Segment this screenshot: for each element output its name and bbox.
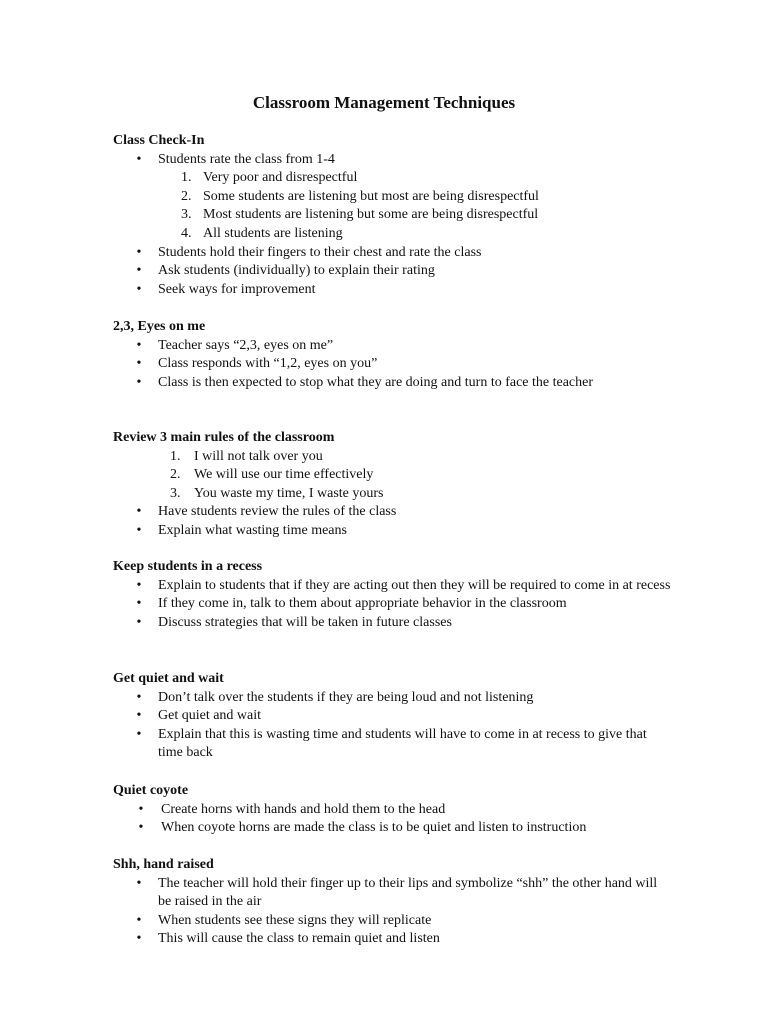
list-item-text: Some students are listening but most are being disrespectful xyxy=(203,188,539,204)
bullet-marker: • xyxy=(138,801,144,817)
bullet-marker: • xyxy=(136,263,142,279)
section-class-check-in xyxy=(113,132,673,299)
bullet-marker: • xyxy=(136,337,142,353)
list-item-text: Don’t talk over the students if they are being loud and not listening xyxy=(158,689,534,705)
list-item xyxy=(113,707,673,726)
bullet-marker: • xyxy=(136,522,142,538)
bullet-marker: • xyxy=(136,374,142,390)
section-heading: Get quiet and wait xyxy=(113,671,224,686)
bullet-marker: • xyxy=(136,596,142,612)
list-item xyxy=(113,801,673,820)
list-item-text: All students are listening xyxy=(203,225,343,241)
list-item xyxy=(113,577,673,596)
bullet-marker: • xyxy=(136,577,142,593)
list-item xyxy=(113,503,673,522)
list-item xyxy=(113,912,673,931)
bullet-marker: • xyxy=(136,708,142,724)
list-item-text: Ask students (individually) to explain their rating xyxy=(158,263,435,279)
section-quiet-coyote xyxy=(113,782,673,838)
list-item-text: I will not talk over you xyxy=(194,448,323,464)
bullet-marker: • xyxy=(136,726,142,742)
list-item-text: Students rate the class from 1-4 xyxy=(158,151,335,167)
list-item-text: Seek ways for improvement xyxy=(158,281,316,297)
list-item xyxy=(113,875,673,912)
number-marker: 1. xyxy=(181,170,192,186)
number-marker: 3. xyxy=(170,485,181,501)
list-item xyxy=(113,689,673,708)
list-item xyxy=(113,614,673,633)
list-item-text: If they come in, talk to them about appropriate behavior in the classroom xyxy=(158,596,567,612)
list-item-text: Most students are listening but some are being disrespectful xyxy=(203,207,539,223)
bullet-marker: • xyxy=(136,912,142,928)
number-marker: 1. xyxy=(170,448,181,464)
list-item-text: Explain what wasting time means xyxy=(158,522,347,538)
list-item-text: Very poor and disrespectful xyxy=(203,170,358,186)
section-eyes-on-me xyxy=(113,318,673,392)
list-item-text: Teacher says “2,3, eyes on me” xyxy=(158,337,334,353)
list-item-text: When coyote horns are made the class is to be quiet and listen to instruction xyxy=(161,820,587,836)
bullet-marker: • xyxy=(136,151,142,167)
bullet-marker: • xyxy=(136,875,142,891)
list-item xyxy=(113,225,673,244)
section-review-rules xyxy=(113,429,673,541)
list-item xyxy=(113,726,673,763)
document-title: Classroom Management Techniques xyxy=(252,93,516,112)
list-item xyxy=(113,151,673,170)
list-item-text: Explain that this is wasting time and students will have to come in at recess to give that time back xyxy=(158,726,647,761)
bullet-marker: • xyxy=(136,689,142,705)
list-item-text: Class is then expected to stop what they are doing and turn to face the teacher xyxy=(158,374,594,390)
bullet-marker: • xyxy=(136,244,142,260)
list-item xyxy=(113,244,673,263)
number-marker: 2. xyxy=(181,188,192,204)
list-item xyxy=(113,819,673,838)
list-item-text: The teacher will hold their finger up to their lips and symbolize “shh” the other hand will be raised in the air xyxy=(158,875,658,910)
bullet-marker: • xyxy=(136,614,142,630)
list-item xyxy=(113,281,673,300)
list-item xyxy=(113,466,673,485)
section-heading: 2,3, Eyes on me xyxy=(113,319,206,334)
section-keep-in-recess xyxy=(113,558,673,632)
list-item xyxy=(113,374,673,393)
section-heading: Review 3 main rules of the classroom xyxy=(113,430,335,445)
list-item xyxy=(113,262,673,281)
number-marker: 2. xyxy=(170,467,181,483)
list-item xyxy=(113,595,673,614)
list-item-text: You waste my time, I waste yours xyxy=(194,485,384,501)
list-item xyxy=(113,485,673,504)
section-heading: Quiet coyote xyxy=(113,783,189,798)
list-item-text: When students see these signs they will replicate xyxy=(158,912,432,928)
list-item xyxy=(113,188,673,207)
list-item-text: Class responds with “1,2, eyes on you” xyxy=(158,356,378,372)
list-item-text: Create horns with hands and hold them to the head xyxy=(161,801,446,817)
list-item-text: This will cause the class to remain quiet and listen xyxy=(158,931,440,947)
number-marker: 4. xyxy=(181,225,192,241)
section-heading: Class Check-In xyxy=(113,133,205,148)
section-heading: Shh, hand raised xyxy=(113,857,214,872)
list-item-text: We will use our time effectively xyxy=(194,467,374,483)
list-item-text: Discuss strategies that will be taken in future classes xyxy=(158,614,452,630)
section-get-quiet xyxy=(113,670,673,763)
list-item xyxy=(113,206,673,225)
bullet-marker: • xyxy=(138,820,144,836)
list-item-text: Get quiet and wait xyxy=(158,708,262,724)
list-item xyxy=(113,930,673,949)
list-item-text: Students hold their fingers to their chest and rate the class xyxy=(158,244,482,260)
number-marker: 3. xyxy=(181,207,192,223)
list-item xyxy=(113,448,673,467)
list-item xyxy=(113,522,673,541)
list-item xyxy=(113,337,673,356)
list-item xyxy=(113,169,673,188)
bullet-marker: • xyxy=(136,504,142,520)
list-item-text: Explain to students that if they are acting out then they will be required to come in at recess xyxy=(158,577,671,593)
bullet-marker: • xyxy=(136,356,142,372)
bullet-marker: • xyxy=(136,931,142,947)
list-item-text: Have students review the rules of the class xyxy=(158,504,397,520)
section-heading: Keep students in a recess xyxy=(113,559,263,574)
list-item xyxy=(113,355,673,374)
bullet-marker: • xyxy=(136,281,142,297)
section-shh-hand-raised xyxy=(113,856,673,949)
